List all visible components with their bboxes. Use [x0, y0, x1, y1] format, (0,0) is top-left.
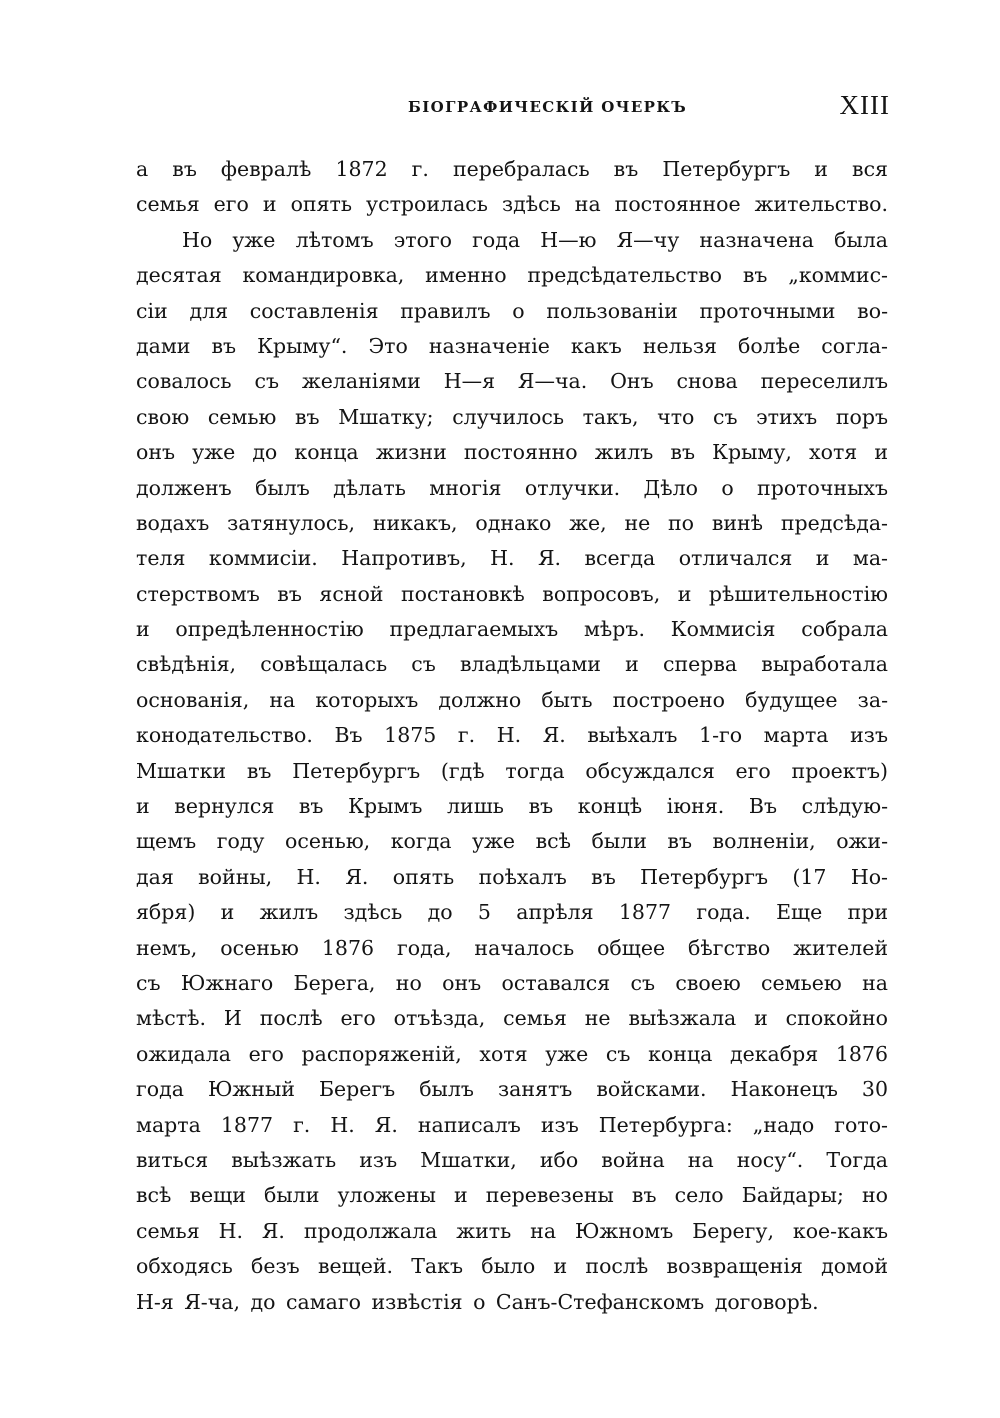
text-line: теля коммисiи. Напротивъ, Н. Я. всегда отличался и ма- [136, 546, 888, 571]
text-line: свѣдѣнiя, совѣщалась съ владѣльцами и сперва выработала [136, 652, 888, 677]
text-line: съ Южнаго Берега, но онъ оставался съ своею семьею на [136, 970, 888, 995]
text-line: десятая командировка, именно предсѣдательство въ „коммис- [136, 263, 888, 288]
text-line: конодательство. Въ 1875 г. Н. Я. выѣхалъ 1-го марта изъ [136, 723, 888, 748]
running-title: БIОГРАФИЧЕСКIЙ ОЧЕРКЪ [408, 98, 688, 116]
text-line: долженъ былъ дѣлать многiя отлучки. Дѣло о проточныхъ [136, 475, 888, 500]
page-number: XIII [839, 90, 890, 120]
text-line: дами въ Крыму“. Это назначенiе какъ нельзя болѣе согла- [136, 333, 888, 358]
text-line: обходясь безъ вещей. Такъ было и послѣ возвращенiя домой [136, 1254, 888, 1279]
text-line: свою семью въ Мшатку; случилось такъ, что съ этихъ поръ [136, 404, 888, 429]
text-line: виться выѣзжать изъ Мшатки, ибо война на носу“. Тогда [136, 1147, 888, 1172]
text-line: онъ уже до конца жизни постоянно жилъ въ Крыму, хотя и [136, 440, 888, 465]
text-line: и опредѣленностiю предлагаемыхъ мѣръ. Коммисiя собрала [136, 617, 888, 642]
text-line: водахъ затянулось, никакъ, однако же, не по винѣ предсѣда- [136, 510, 888, 535]
text-line: всѣ вещи были уложены и перевезены въ село Байдары; но [136, 1183, 888, 1208]
body-text [136, 152, 888, 1320]
text-line: семья его и опять устроилась здѣсь на постоянное жительство. [136, 192, 888, 217]
text-line: сiи для составленiя правилъ о пользованiи проточными во- [136, 298, 888, 323]
text-line: основанiя, на которыхъ должно быть построено будущее за- [136, 687, 888, 712]
text-line: а въ февралѣ 1872 г. перебралась въ Петербургъ и вся [136, 157, 888, 181]
text-line: совалось съ желанiями Н—я Я—ча. Онъ снова переселилъ [136, 369, 888, 394]
text-line: дая войны, Н. Я. опять поѣхалъ въ Петербургъ (17 Но- [136, 864, 888, 889]
text-line: Но уже лѣтомъ этого года Н—ю Я—чу назначена была [182, 227, 888, 252]
text-line: ября) и жилъ здѣсь до 5 апрѣля 1877 года. Еще при [136, 900, 888, 925]
text-line: щемъ году осенью, когда уже всѣ были въ волненiи, ожи- [136, 829, 888, 854]
text-line: Мшатки въ Петербургъ (гдѣ тогда обсуждался его проектъ) [136, 758, 888, 783]
text-line: марта 1877 г. Н. Я. написалъ изъ Петербурга: „надо гото- [136, 1112, 888, 1137]
text-line: Н-я Я-ча, до самаго извѣстiя о Санъ-Стефанскомъ договорѣ. [136, 1289, 819, 1314]
text-line: мѣстѣ. И послѣ его отъѣзда, семья не выѣзжала и спокойно [136, 1006, 888, 1031]
text-line: стерствомъ въ ясной постановкѣ вопросовъ, и рѣшительностiю [136, 581, 888, 606]
text-line: и вернулся въ Крымъ лишь въ концѣ iюня. Въ слѣдую- [136, 794, 888, 819]
text-line: семья Н. Я. продолжала жить на Южномъ Берегу, кое-какъ [136, 1218, 888, 1243]
text-line: ожидала его распоряженiй, хотя уже съ конца декабря 1876 [136, 1041, 888, 1066]
text-line: года Южный Берегъ былъ занятъ войсками. Наконецъ 30 [136, 1077, 888, 1102]
text-line: немъ, осенью 1876 года, началось общее бѣгство жителей [136, 935, 888, 960]
